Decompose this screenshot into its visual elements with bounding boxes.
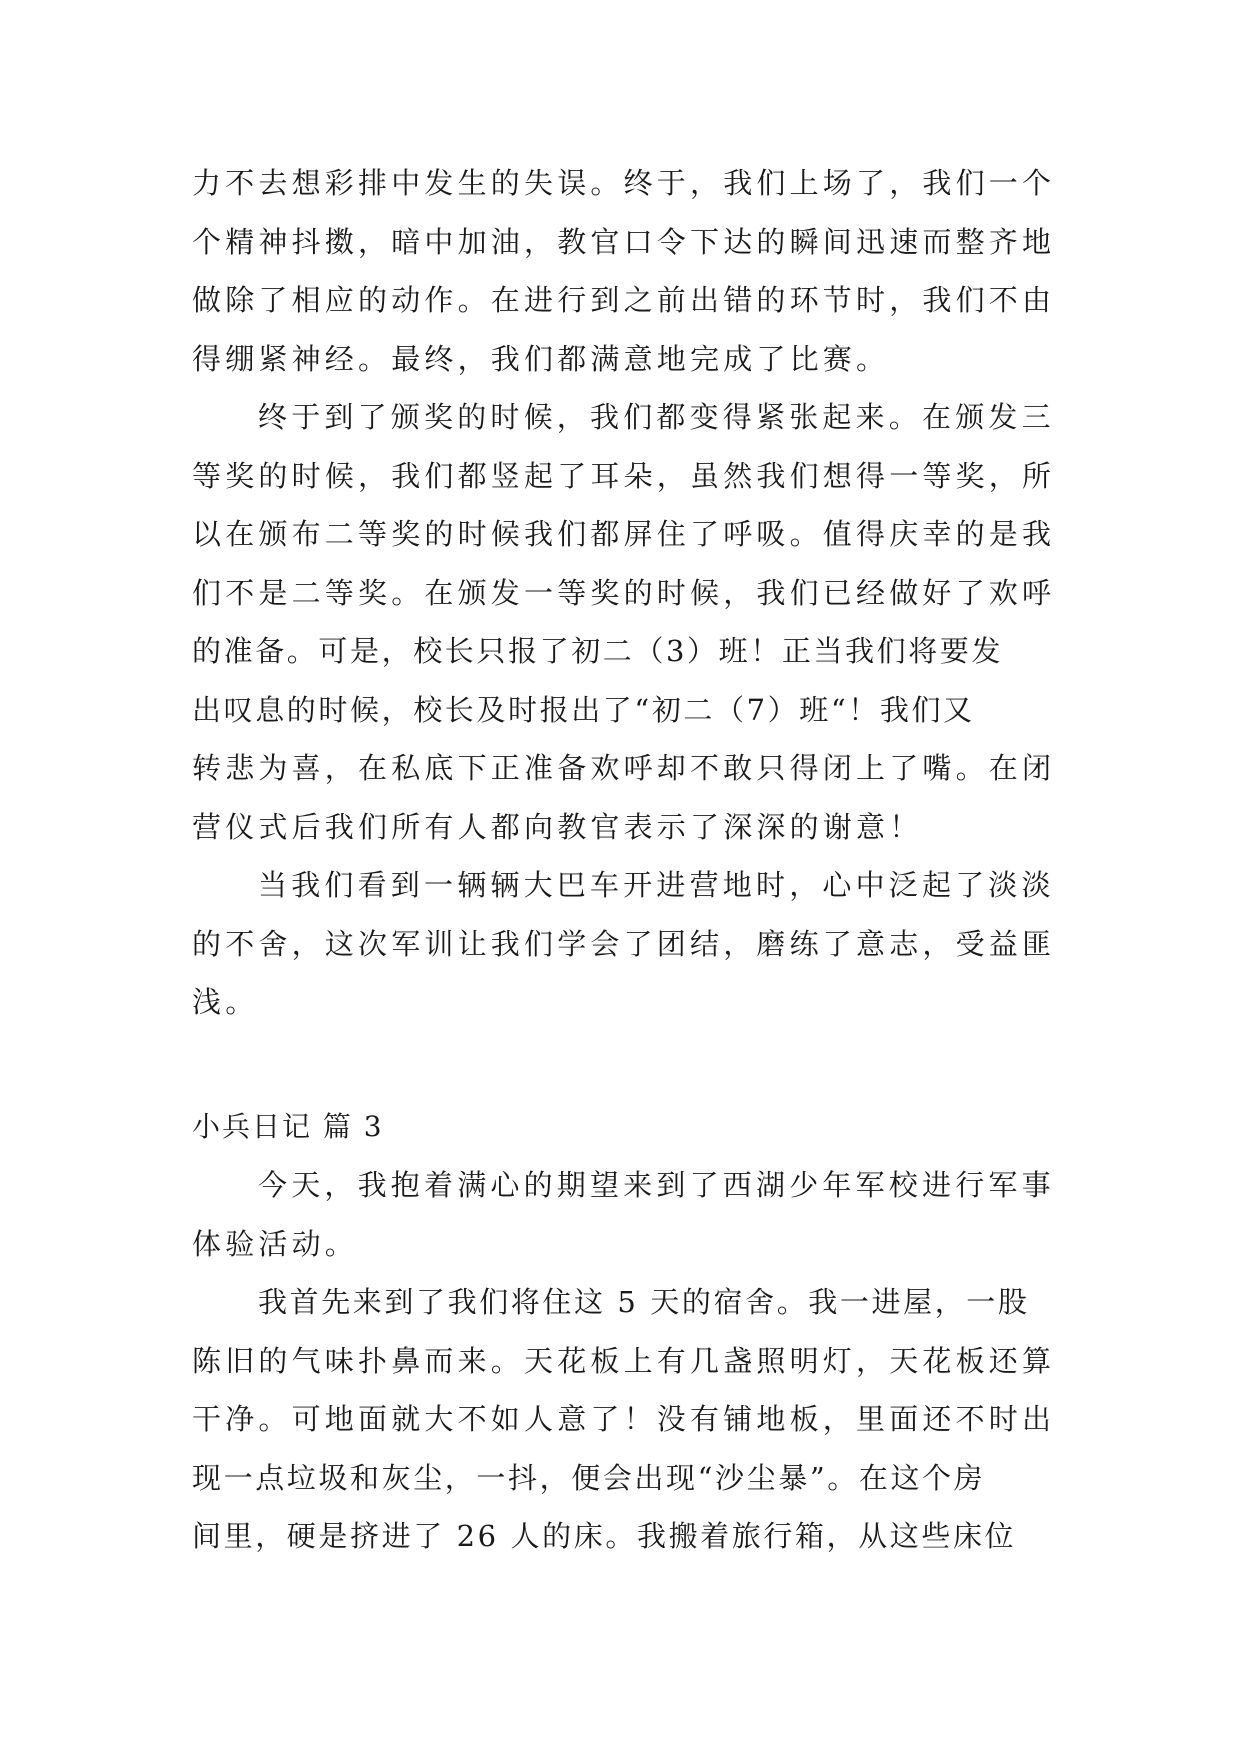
- section-heading: 小兵日记 篇 3: [192, 1109, 384, 1143]
- text-line: 体验活动。: [192, 1226, 359, 1261]
- paragraph-2: [192, 388, 1054, 856]
- text-line: 陈旧的气味扑鼻而来。天花板上有几盏照明灯，天花板还算: [192, 1343, 1056, 1378]
- text-line: 以在颁布二等奖的时候我们都屏住了呼吸。值得庆幸的是我: [192, 517, 1056, 551]
- text-line: 我首先来到了我们将住这 5 天的宿舍。我一进屋，一股: [258, 1285, 1030, 1319]
- text-line: 做除了相应的动作。在进行到之前出错的环节时，我们不由: [192, 283, 1056, 317]
- text-line: 干净。可地面就大不如人意了！没有铺地板，里面还不时出: [192, 1402, 1056, 1436]
- text-line: 浅。: [192, 985, 259, 1019]
- text-line: 们不是二等奖。在颁发一等奖的时候，我们已经做好了欢呼: [192, 575, 1056, 610]
- paragraph-5: [192, 1273, 1054, 1566]
- paragraph-3: [192, 856, 1054, 1032]
- paragraph-1: [192, 154, 1054, 388]
- text-line: 出叹息的时候，校长及时报出了“初二（7）班“！我们又: [192, 692, 975, 727]
- text-line: 营仪式后我们所有人都向教官表示了深深的谢意！: [192, 809, 923, 844]
- text-line: 现一点垃圾和灰尘，一抖，便会出现“沙尘暴”。在这个房: [192, 1460, 986, 1495]
- text-line: 转悲为喜，在私底下正准备欢呼却不敢只得闭上了嘴。在闭: [192, 751, 1056, 785]
- text-line: 等奖的时候，我们都竖起了耳朵，虽然我们想得一等奖，所: [192, 458, 1056, 493]
- text-line: 得绷紧神经。最终，我们都满意地完成了比赛。: [192, 341, 890, 376]
- text-line: 当我们看到一辆辆大巴车开进营地时，心中泛起了淡淡: [258, 868, 1055, 902]
- text-line: 今天，我抱着满心的期望来到了西湖少年军校进行军事: [258, 1168, 1055, 1202]
- text-line: 终于到了颁奖的时候，我们都变得紧张起来。在颁发三: [258, 400, 1055, 434]
- section-gap: [192, 1032, 1054, 1098]
- text-line: 的准备。可是，校长只报了初二（3）班！正当我们将要发: [192, 634, 1004, 668]
- text-line: 力不去想彩排中发生的失误。终于，我们上场了，我们一个: [192, 166, 1056, 200]
- document-body: [192, 154, 1054, 1566]
- paragraph-4: [192, 1156, 1054, 1273]
- text-line: 个精神抖擞，暗中加油，教官口令下达的瞬间迅速而整齐地: [192, 224, 1056, 259]
- text-line: 的不舍，这次军训让我们学会了团结，磨练了意志，受益匪: [192, 926, 1056, 961]
- text-line: 间里，硬是挤进了 26 人的床。我搬着旅行箱，从这些床位: [192, 1519, 1017, 1553]
